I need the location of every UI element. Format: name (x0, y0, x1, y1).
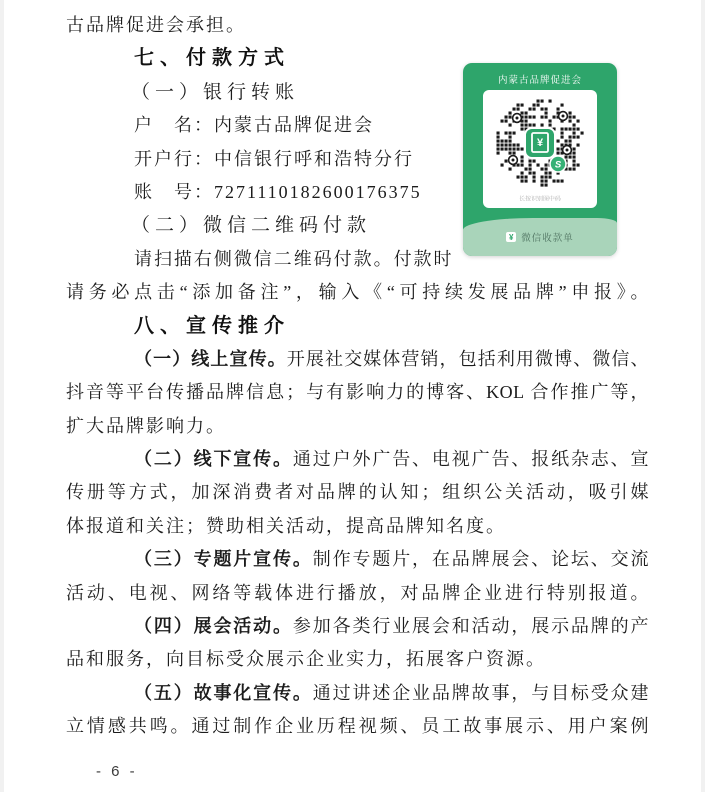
qr-card-footer (463, 218, 617, 256)
line-text: 请扫描右侧微信二维码付款。付款时 (134, 248, 452, 269)
text-line (66, 443, 649, 476)
line-text: 立情感共鸣。通过制作企业历程视频、员工故事展示、用户案例 (66, 716, 649, 737)
text-line (66, 610, 649, 643)
line-text: 品和服务，向目标受众展示企业实力，拓展客户资源。 (66, 649, 546, 670)
line-text: 抖音等平台传播品牌信息；与有影响力的博客、KOL 合作推广等， (66, 382, 649, 403)
line-text: 八、宣传推介 (134, 314, 290, 337)
text-line (66, 643, 649, 676)
run-in-heading: （五）故事化宣传。 (134, 682, 313, 703)
text-line (66, 410, 649, 443)
line-text: 传册等方式，加深消费者对品牌的认知；组织公关活动，吸引媒 (66, 482, 649, 503)
text-line (66, 343, 649, 376)
text-line (66, 9, 649, 42)
line-text: 开户行：中信银行呼和浩特分行 (134, 148, 414, 169)
text-line (66, 276, 649, 309)
svg-text:¥: ¥ (536, 137, 544, 149)
line-text: 开展社交媒体营销，包括利用微博、微信、 (286, 348, 649, 369)
line-text: 请务必点击“添加备注”，输入《“可持续发展品牌”申报》。 (66, 282, 649, 303)
line-text: 户 名：内蒙古品牌促进会 (134, 115, 374, 136)
text-line (66, 510, 649, 543)
svg-text:S: S (554, 159, 562, 171)
wechat-pay-icon: ¥ (506, 232, 516, 242)
qr-scan-hint: 长按识别图中码 (519, 196, 561, 203)
line-text: 制作专题片，在品牌展会、论坛、交流 (312, 549, 649, 570)
qr-footer-label: 微信收款单 (521, 233, 574, 244)
line-text: 账 号：7271110182600176375 (134, 181, 422, 202)
line-text: （一）银行转账 (131, 81, 300, 103)
line-text: 体报道和关注；赞助相关活动，提高品牌知名度。 (66, 515, 506, 536)
line-text: 活动、电视、网络等载体进行播放，对品牌企业进行特别报道。 (66, 582, 649, 603)
line-text: 七、付款方式 (134, 47, 290, 70)
qr-panel (483, 90, 597, 208)
text-line (66, 677, 649, 710)
text-line (66, 577, 649, 610)
text-line (66, 310, 649, 343)
text-line (66, 376, 649, 409)
line-text: 扩大品牌影响力。 (66, 415, 226, 436)
run-in-heading: （四）展会活动。 (134, 616, 293, 637)
line-text: （二）微信二维码付款 (131, 215, 372, 237)
line-text: 参加各类行业展会和活动，展示品牌的产 (292, 616, 649, 637)
run-in-heading: （二）线下宣传。 (134, 449, 293, 470)
qr-card-title: 内蒙古品牌促进会 (497, 75, 582, 86)
run-in-heading: （三）专题片宣传。 (134, 549, 313, 570)
run-in-heading: （一）线上宣传。 (134, 348, 287, 369)
line-text: 通过户外广告、电视广告、报纸杂志、宣 (292, 449, 649, 470)
qr-code-image (492, 95, 588, 191)
wechat-payment-card (463, 63, 617, 256)
text-line (66, 710, 649, 743)
text-line (66, 543, 649, 576)
page-number: - 6 - (96, 763, 138, 780)
text-line (66, 476, 649, 509)
text-line (66, 243, 452, 276)
line-text: 古品牌促进会承担。 (66, 15, 246, 35)
line-text: 通过讲述企业品牌故事，与目标受众建 (312, 682, 649, 703)
